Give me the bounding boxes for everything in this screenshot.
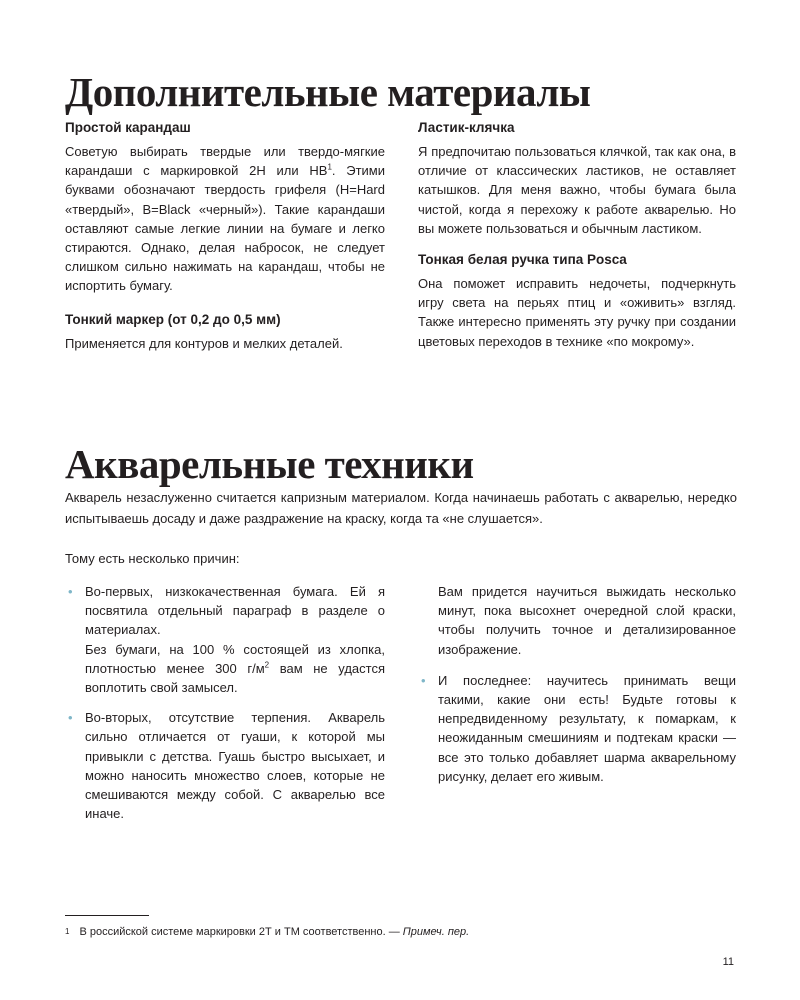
text-pencil bbox=[65, 142, 385, 296]
list-item bbox=[418, 671, 736, 786]
page-number: 11 bbox=[722, 956, 734, 968]
heading-pen: Тонкая белая ручка типа Posca bbox=[418, 252, 627, 268]
footnote-text: В российской системе маркировки 2Т и ТМ соответственно. — bbox=[79, 926, 403, 938]
bullet-icon: • bbox=[68, 584, 73, 599]
intro-paragraph: Акварель незаслуженно считается капризным материалом. Когда начинаешь работать с акварелью, нередко испытываешь досаду и даже раздражение на краску, когда та «не слушается». bbox=[65, 490, 737, 526]
footnote-italic: Примеч. пер. bbox=[402, 926, 470, 938]
column-right-materials bbox=[418, 119, 736, 351]
text-pencil-part1: Советую выбирать твердые или твердо-мягкие карандаши с маркировкой 2H или HB bbox=[65, 144, 385, 179]
continuation-text: Вам придется научиться выжидать несколько минут, пока высохнет очередной слой краски, чтобы получить точное и детализированное изображение. bbox=[438, 584, 736, 657]
text-marker: Применяется для контуров и мелких деталей. bbox=[65, 335, 343, 351]
list-item-text3: вам не удастся воплотить свой замысел. bbox=[85, 660, 385, 696]
heading-eraser: Ластик-клячка bbox=[418, 120, 515, 135]
footnote-ref: 1 bbox=[327, 162, 332, 172]
bullet-list-left bbox=[65, 582, 385, 823]
heading-marker: Тонкий маркер (от 0,2 до 0,5 мм) bbox=[65, 311, 281, 327]
bullet-icon: • bbox=[68, 710, 73, 726]
text-pen: Она поможет исправить недочеты, подчеркнуть игру света на перьях птиц и «оживить» взгляд. Также интересно применять эту ручку при создании цветовых переходов в технике «по мокрому». bbox=[418, 276, 736, 349]
column-right-techniques bbox=[418, 582, 736, 797]
section-title-materials: Дополнительные материалы bbox=[65, 69, 591, 115]
list-item-text2: Без бумаги, на 100 % состоящей из хлопка, плотностью менее 300 г/м bbox=[85, 641, 385, 676]
list-item-text: Во-первых, низкокачественная бумага. Ей я посвятила отдельный параграф в разделе о материалах. bbox=[85, 584, 385, 638]
bullet-icon: • bbox=[421, 672, 426, 688]
footnote bbox=[65, 925, 469, 939]
list-item bbox=[65, 582, 385, 697]
bullet-list-right bbox=[418, 671, 736, 786]
text-eraser: Я предпочитаю пользоваться клячкой, так как она, в отличие от классических ластиков, не оставляет катышков. Для меня важно, чтобы бумага была чистой, когда я перехожу к работе акварелью. Но вы можете пользоваться и обычным ластиком. bbox=[418, 144, 736, 236]
footnote-divider bbox=[65, 915, 149, 916]
list-item-text: Во-вторых, отсутствие терпения. Акварель сильно отличается от гуаши, к которой мы привыкли с детства. Гуашь быстро высыхает, и можно наносить множество слоев, которые не смешиваются между собой. С акварелью все иначе. bbox=[85, 710, 385, 822]
list-item-text: И последнее: научитесь принимать вещи такими, какие они есть! Будьте готовы к непредвиденному результату, к помаркам, к неожиданным смешиниям и подтекам краски — все это только добавляет шарма акварельному рисунку, делает его живым. bbox=[438, 672, 736, 784]
heading-pencil: Простой карандаш bbox=[65, 120, 191, 135]
section-title-watercolor: Акварельные техники bbox=[65, 441, 474, 487]
footnote-number: 1 bbox=[65, 927, 70, 936]
column-left-techniques bbox=[65, 582, 385, 834]
list-item bbox=[65, 708, 385, 823]
superscript: 2 bbox=[264, 660, 270, 670]
column-left-materials bbox=[65, 119, 385, 353]
lead-paragraph: Тому есть несколько причин: bbox=[65, 551, 240, 566]
text-pencil-part2: . Этими буквами обозначают твердость грифеля (H=Hard «твердый», B=Black «черный»). Такие карандаши оставляют самые легкие линии на бумаге и легко стираются. Однако, делая набросок, не следует слишком сильно нажимать на карандаш, чтобы не испортить бумагу. bbox=[65, 163, 386, 294]
